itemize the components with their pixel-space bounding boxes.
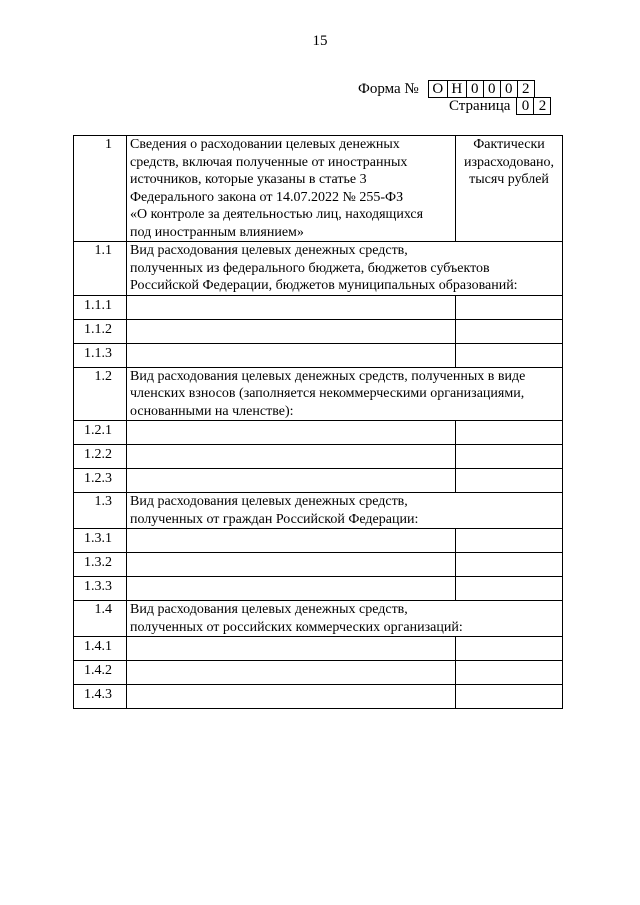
row-amount-cell[interactable] xyxy=(456,343,563,367)
header-amount-line: израсходовано, xyxy=(463,154,555,170)
form-code-cell: 0 xyxy=(500,80,518,98)
section-description xyxy=(127,242,563,296)
page-indicator xyxy=(449,97,551,115)
row-amount-cell[interactable] xyxy=(456,469,563,493)
header-text-line: под иностранным влиянием» xyxy=(130,224,304,240)
form-number-label: Форма № xyxy=(358,80,419,97)
row-number: 1.2.1 xyxy=(74,421,127,445)
form-code-cell: О xyxy=(428,80,448,98)
table-row xyxy=(74,637,563,661)
row-description-cell[interactable] xyxy=(127,637,456,661)
section-description xyxy=(127,601,563,637)
form-code-cells xyxy=(429,80,535,98)
section-description xyxy=(127,367,563,421)
row-amount-cell[interactable] xyxy=(456,577,563,601)
table-row xyxy=(74,529,563,553)
header-text-line: Сведения о расходовании целевых денежных xyxy=(130,137,400,152)
form-code-cell: 0 xyxy=(483,80,501,98)
table-header-row xyxy=(74,136,563,242)
row-number: 1.4.2 xyxy=(74,661,127,685)
row-amount-cell[interactable] xyxy=(456,295,563,319)
section-text-line: полученных из федерального бюджета, бюджетов субъектов xyxy=(130,260,490,276)
form-number xyxy=(358,80,535,98)
header-amount-line: тысяч рублей xyxy=(469,172,549,187)
table-row xyxy=(74,421,563,445)
section-text-line: основанными на членстве): xyxy=(130,403,294,419)
form-code-cell: 2 xyxy=(517,80,535,98)
row-number: 1.3.2 xyxy=(74,553,127,577)
table-row xyxy=(74,445,563,469)
header-amount-line: Фактически xyxy=(473,137,545,152)
section-row xyxy=(74,493,563,529)
row-description-cell[interactable] xyxy=(127,319,456,343)
table-row xyxy=(74,661,563,685)
row-number: 1.2.2 xyxy=(74,445,127,469)
page-code-cell: 2 xyxy=(533,97,551,115)
row-description-cell[interactable] xyxy=(127,577,456,601)
row-amount-cell[interactable] xyxy=(456,637,563,661)
form-code-cell: Н xyxy=(447,80,467,98)
section-text-line: полученных от граждан Российской Федерации: xyxy=(130,511,419,527)
header-text-line: источников, которые указаны в статье 3 xyxy=(130,172,367,187)
section-number: 1.4 xyxy=(74,601,127,637)
section-row xyxy=(74,242,563,296)
section-number: 1.2 xyxy=(74,367,127,421)
section-text-line: Вид расходования целевых денежных средств, xyxy=(130,602,408,617)
table-row xyxy=(74,295,563,319)
row-description-cell[interactable] xyxy=(127,421,456,445)
table-row xyxy=(74,319,563,343)
page-indicator-label: Страница xyxy=(449,97,511,114)
header-number: 1 xyxy=(74,136,127,242)
row-description-cell[interactable] xyxy=(127,685,456,709)
row-amount-cell[interactable] xyxy=(456,685,563,709)
row-amount-cell[interactable] xyxy=(456,661,563,685)
row-amount-cell[interactable] xyxy=(456,445,563,469)
row-description-cell[interactable] xyxy=(127,295,456,319)
header-text-line: «О контроле за деятельностью лиц, находящихся xyxy=(130,207,424,222)
section-text-line: Вид расходования целевых денежных средств, полученных в виде xyxy=(130,368,526,384)
header-amount-column xyxy=(456,136,563,242)
row-description-cell[interactable] xyxy=(127,469,456,493)
page-code-cells xyxy=(517,97,551,115)
row-number: 1.3.3 xyxy=(74,577,127,601)
table-row xyxy=(74,577,563,601)
row-description-cell[interactable] xyxy=(127,445,456,469)
row-amount-cell[interactable] xyxy=(456,553,563,577)
row-number: 1.1.3 xyxy=(74,343,127,367)
row-number: 1.1.1 xyxy=(74,295,127,319)
row-description-cell[interactable] xyxy=(127,529,456,553)
section-number: 1.3 xyxy=(74,493,127,529)
table-row xyxy=(74,553,563,577)
row-description-cell[interactable] xyxy=(127,553,456,577)
table-row xyxy=(74,685,563,709)
section-row xyxy=(74,367,563,421)
table-row xyxy=(74,343,563,367)
header-text-line: средств, включая полученные от иностранных xyxy=(130,154,408,170)
row-number: 1.4.3 xyxy=(74,685,127,709)
section-number: 1.1 xyxy=(74,242,127,296)
section-text-line: Российской Федерации, бюджетов муниципальных образований: xyxy=(130,278,518,293)
row-amount-cell[interactable] xyxy=(456,529,563,553)
header-text-line: Федерального закона от 14.07.2022 № 255-ФЗ xyxy=(130,189,404,205)
row-description-cell[interactable] xyxy=(127,343,456,367)
section-text-line: членских взносов (заполняется некоммерческими организациями, xyxy=(130,386,525,401)
row-number: 1.4.1 xyxy=(74,637,127,661)
header-description xyxy=(127,136,456,242)
row-number: 1.2.3 xyxy=(74,469,127,493)
section-row xyxy=(74,601,563,637)
table-row xyxy=(74,469,563,493)
section-text-line: Вид расходования целевых денежных средств, xyxy=(130,243,408,258)
page-code-cell: 0 xyxy=(516,97,534,115)
section-text-line: полученных от российских коммерческих организаций: xyxy=(130,619,463,635)
row-number: 1.3.1 xyxy=(74,529,127,553)
section-text-line: Вид расходования целевых денежных средств, xyxy=(130,494,408,509)
row-description-cell[interactable] xyxy=(127,661,456,685)
row-amount-cell[interactable] xyxy=(456,319,563,343)
row-amount-cell[interactable] xyxy=(456,421,563,445)
page-number: 15 xyxy=(312,33,328,49)
expenditure-table xyxy=(73,135,563,709)
row-number: 1.1.2 xyxy=(74,319,127,343)
section-description xyxy=(127,493,563,529)
form-code-cell: 0 xyxy=(466,80,484,98)
